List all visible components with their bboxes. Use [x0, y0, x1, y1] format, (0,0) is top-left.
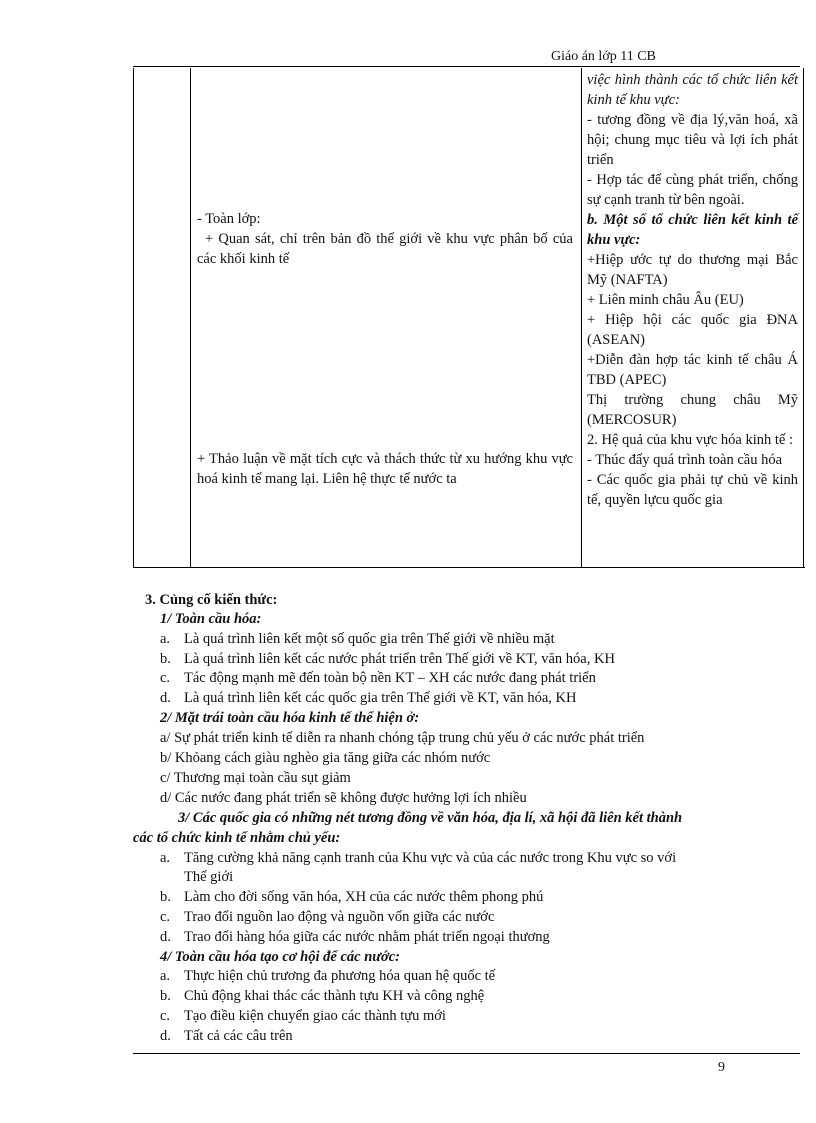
right-col-consequence: - Thúc đẩy quá trình toàn cầu hóa: [587, 452, 783, 468]
middle-col-item: - Toàn lớp:: [197, 211, 261, 227]
q3-option: [160, 850, 676, 867]
right-col-org: +Diễn đàn hợp tác kinh tế châu Á TBD (APEC): [587, 352, 798, 388]
right-col-org: +Hiệp ước tự do thương mại Bắc Mỹ (NAFTA): [587, 252, 798, 288]
q2-option: c/ Thương mại toàn cầu sụt giảm: [160, 770, 351, 786]
q1-title: 1/ Toàn cầu hóa:: [160, 611, 262, 627]
option-letter: a.: [160, 631, 171, 647]
right-col-org: + Hiệp hội các quốc gia ĐNA (ASEAN): [587, 312, 798, 348]
middle-col-block-2: [197, 449, 573, 489]
right-col-reason: - tương đồng về địa lý,văn hoá, xã hội; chung mục tiêu và lợi ích phát triển: [587, 112, 798, 168]
option-text: Tạo điều kiện chuyển giao các thành tựu mới: [184, 1008, 446, 1024]
q3-title-line1: 3/ Các quốc gia có những nét tương đồng về văn hóa, địa lí, xã hội đã liên kết thành: [178, 810, 683, 826]
footer-rule: [133, 1053, 800, 1054]
table-bottom-border: [133, 567, 805, 568]
header-title: Giáo án lớp 11 CB: [551, 49, 656, 64]
option-letter: c.: [160, 670, 171, 686]
q4-option: [160, 968, 495, 985]
option-letter: d.: [160, 690, 171, 706]
option-letter: b.: [160, 651, 171, 667]
right-col-consequence: - Các quốc gia phải tự chủ về kinh tế, quyền lựcu quốc gia: [587, 472, 798, 508]
option-text: Thực hiện chủ trương đa phương hóa quan hệ quốc tế: [184, 968, 496, 984]
page-number: 9: [718, 1060, 725, 1075]
option-text: Trao đổi nguồn lao động và nguồn vốn giữa các nước: [184, 909, 495, 925]
table-border-right: [803, 68, 804, 568]
option-letter: d.: [160, 1028, 171, 1044]
option-letter: a.: [160, 850, 171, 866]
option-letter: a.: [160, 968, 171, 984]
q2-title: 2/ Mặt trái toàn cầu hóa kinh tế thể hiện ở:: [160, 710, 420, 726]
q2-option: b/ Khỏang cách giàu nghèo gia tăng giữa các nhóm nước: [160, 750, 491, 766]
q1-option: [160, 651, 615, 668]
q2-option: a/ Sự phát triển kinh tế diễn ra nhanh chóng tập trung chủ yếu ở các nước phát triển: [160, 730, 645, 746]
q3-option: [160, 869, 233, 886]
q3-option: [160, 929, 550, 946]
right-col-b-heading: b. Một số tổ chức liên kết kinh tế khu vực:: [587, 212, 798, 248]
option-letter: c.: [160, 909, 171, 925]
right-col-org: Thị trường chung châu Mỹ (MERCOSUR): [587, 392, 798, 428]
option-text: Tăng cường khả năng cạnh tranh của Khu vực và của các nước trong Khu vực so với: [184, 850, 677, 866]
right-col-org: + Liên minh châu Âu (EU): [587, 292, 744, 308]
q3-option: [160, 889, 543, 906]
q4-title: 4/ Toàn cầu hóa tạo cơ hội để các nước:: [160, 949, 401, 965]
option-letter: b.: [160, 988, 171, 1004]
option-text: Tất cả các câu trên: [184, 1028, 293, 1044]
option-text: Chủ động khai thác các thành tựu KH và công nghệ: [184, 988, 485, 1004]
option-text: Là quá trình liên kết các quốc gia trên Thế giới về KT, văn hóa, KH: [184, 690, 577, 706]
option-text: Là quá trình liên kết một số quốc gia trên Thế giới về nhiều mặt: [184, 631, 555, 647]
section3-title: 3. Củng cố kiến thức:: [145, 592, 278, 608]
q4-option: [160, 1008, 446, 1025]
option-text: Làm cho đời sống văn hóa, XH của các nước thêm phong phú: [184, 889, 544, 905]
q1-option: [160, 670, 596, 687]
option-letter: d.: [160, 929, 171, 945]
middle-col-item: + Thảo luận về mặt tích cực và thách thức từ xu hướng khu vực hoá kinh tế mang lại. Liên hệ thực tế nước ta: [197, 451, 573, 487]
q4-option: [160, 1028, 293, 1045]
q3-title-line2: các tổ chức kinh tế nhằm chủ yếu:: [133, 830, 341, 846]
table-border-left: [133, 68, 134, 568]
option-text: Là quá trình liên kết các nước phát triển trên Thế giới về KT, văn hóa, KH: [184, 651, 615, 667]
middle-col-block-1: [197, 209, 573, 269]
header-rule: [133, 66, 800, 67]
right-col-reason: - Hợp tác để cùng phát triển, chống sự cạnh tranh từ bên ngoài.: [587, 172, 798, 208]
right-col-consequence-heading: 2. Hệ quả của khu vực hóa kinh tế :: [587, 432, 793, 448]
table-col-divider-1: [190, 68, 191, 568]
q2-option: d/ Các nước đang phát triển sẽ không được hưởng lợi ích nhiều: [160, 790, 527, 806]
table-col-divider-2: [581, 68, 582, 568]
q1-option: [160, 631, 555, 648]
q3-option: [160, 909, 494, 926]
option-letter: b.: [160, 889, 171, 905]
q1-option: [160, 690, 576, 707]
middle-col-item: + Quan sát, chỉ trên bản đồ thế giới về khu vực phân bố của các khối kinh tế: [197, 231, 573, 267]
q4-option: [160, 988, 484, 1005]
right-col: [587, 70, 798, 510]
option-text: Tác động mạnh mẽ đến toàn bộ nền KT – XH các nước đang phát triển: [184, 670, 596, 686]
option-text: Trao đổi hàng hóa giữa các nước nhằm phát triển ngoại thương: [184, 929, 550, 945]
option-text: Thế giới: [184, 869, 234, 885]
option-letter: c.: [160, 1008, 171, 1024]
right-col-intro: việc hình thành các tổ chức liên kết kinh tế khu vực:: [587, 72, 798, 108]
